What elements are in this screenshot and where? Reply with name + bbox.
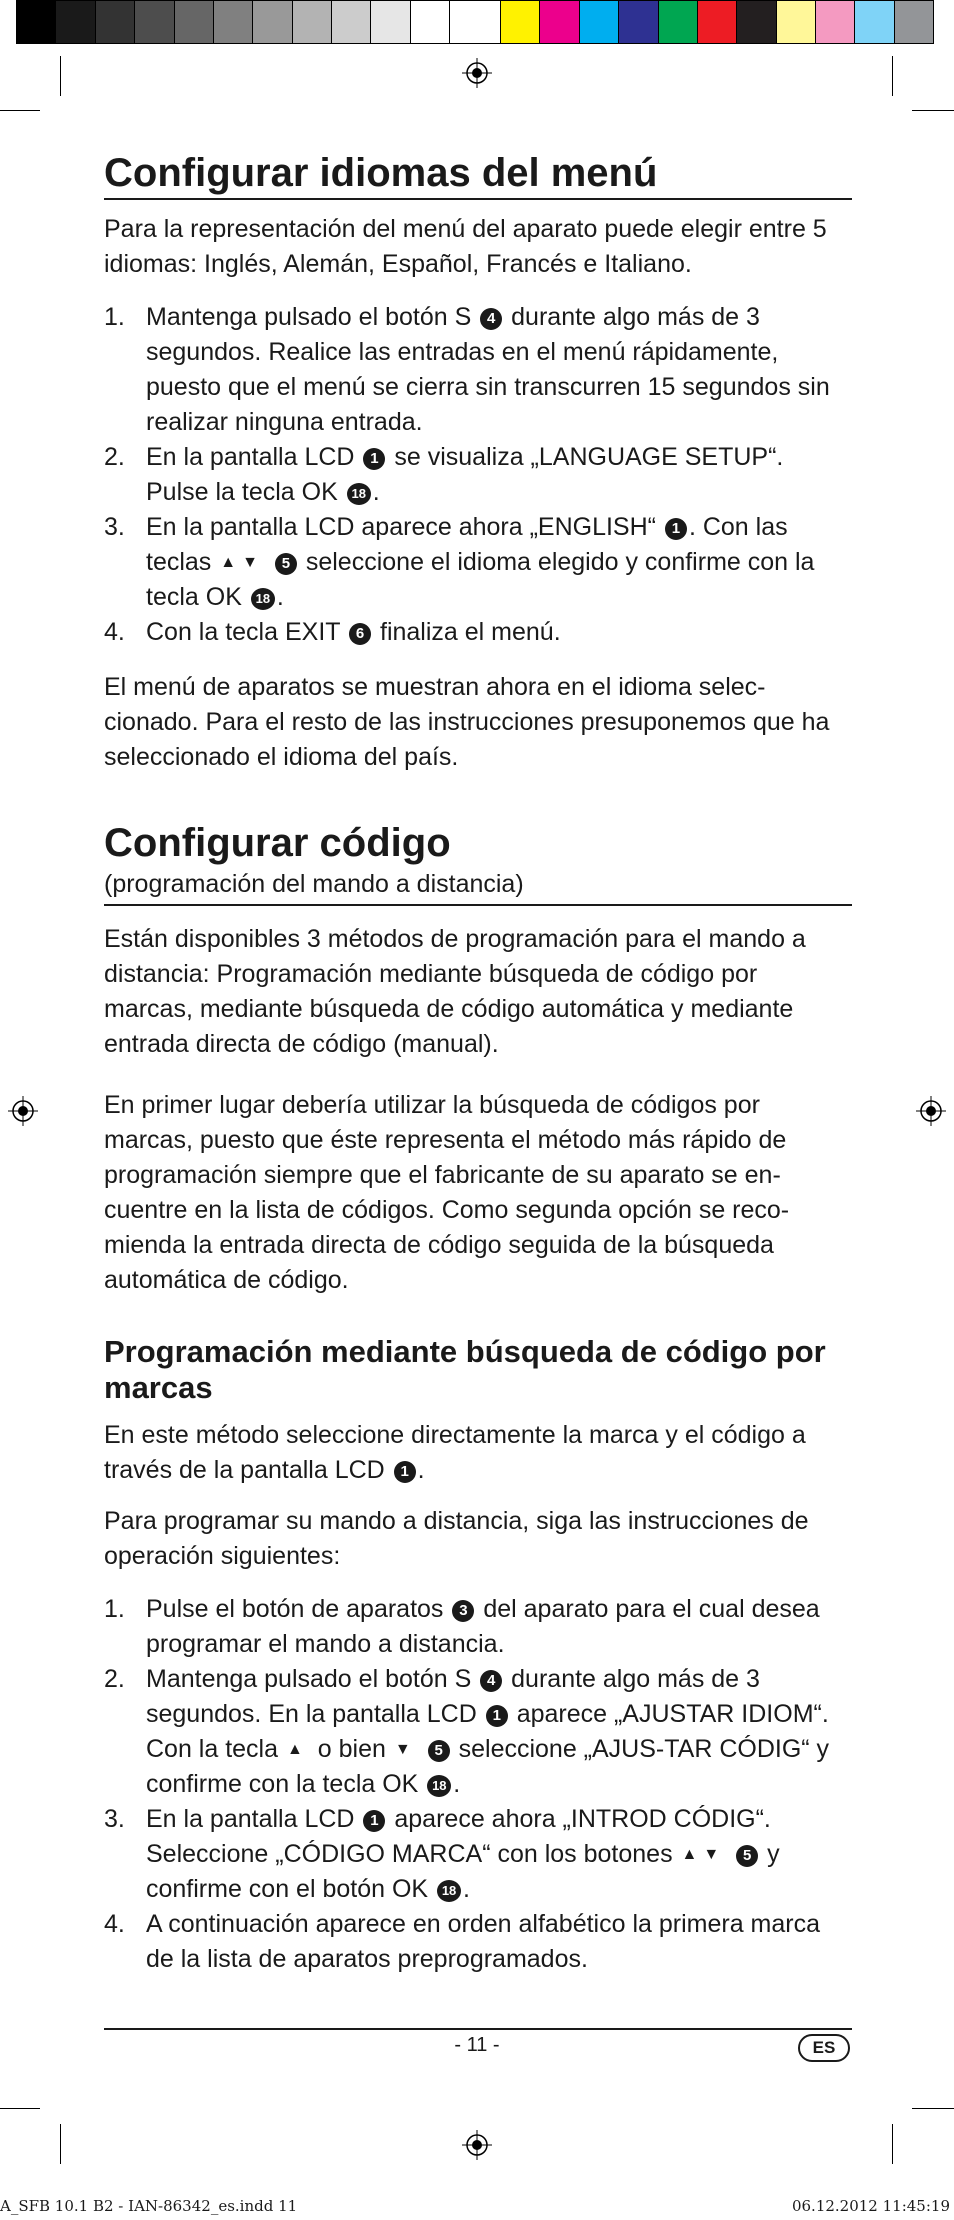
color-swatch bbox=[56, 1, 95, 43]
color-swatch bbox=[698, 1, 737, 43]
up-down-arrows-icon: ▲▼ bbox=[681, 1846, 726, 1863]
section1-steps bbox=[104, 300, 852, 650]
color-swatch bbox=[659, 1, 698, 43]
registration-mark-icon bbox=[8, 1096, 38, 1126]
color-swatch bbox=[214, 1, 253, 43]
list-item: 3. En la pantalla LCD aparece ahora „ENGLISH“ 1 . Con las teclas ▲▼ 5 seleccione el idioma elegido y confirme con la tecla OK 18 . bbox=[104, 513, 815, 611]
date-slug: 06.12.2012 11:45:19 bbox=[791, 2197, 950, 2215]
crop-mark bbox=[60, 2124, 61, 2164]
ref-number-icon: 3 bbox=[452, 1600, 474, 1622]
down-arrow-icon: ▼ bbox=[394, 1741, 417, 1758]
crop-mark bbox=[0, 110, 40, 111]
list-item: 2. En la pantalla LCD 1 se visualiza „LANGUAGE SETUP“. Pulse la tecla OK 18 . bbox=[104, 443, 784, 506]
section2-paragraph-2: En primer lugar debería utilizar la búsqueda de códigos por marcas, puesto que éste representa el método más rápido de programación siempre que el fabricante de su aparato se en-cuentre en la lista de códigos. Como segunda opción se reco-mienda la entrada directa de código seguida de la búsqueda automática de código. bbox=[104, 1091, 790, 1294]
crop-mark bbox=[912, 110, 954, 111]
ref-number-icon: 6 bbox=[349, 623, 371, 645]
color-swatch bbox=[855, 1, 894, 43]
color-swatch bbox=[895, 1, 933, 43]
section2-subtitle: (programación del mando a distancia) bbox=[104, 868, 852, 906]
list-item: 1. Pulse el botón de aparatos 3 del aparato para el cual desea programar el mando a distancia. bbox=[104, 1595, 820, 1658]
section3-paragraph-2: Para programar su mando a distancia, siga las instrucciones de operación siguientes: bbox=[104, 1507, 809, 1570]
color-swatch bbox=[411, 1, 450, 43]
crop-mark bbox=[0, 2108, 40, 2109]
footer-divider bbox=[104, 2028, 852, 2030]
color-swatch bbox=[293, 1, 332, 43]
color-swatch bbox=[737, 1, 776, 43]
ref-number-icon: 4 bbox=[480, 1670, 502, 1692]
ref-number-icon: 18 bbox=[437, 1880, 461, 1902]
section-title-menu-languages: Configurar idiomas del menú bbox=[104, 148, 852, 200]
crop-mark bbox=[912, 2108, 954, 2109]
ref-number-icon: 5 bbox=[736, 1845, 758, 1867]
color-swatch bbox=[175, 1, 214, 43]
ref-number-icon: 5 bbox=[275, 553, 297, 575]
ref-number-icon: 1 bbox=[363, 1810, 385, 1832]
registration-mark-icon bbox=[462, 2130, 492, 2160]
list-item: 4. Con la tecla EXIT 6 finaliza el menú. bbox=[104, 618, 561, 646]
up-arrow-icon: ▲ bbox=[286, 1741, 309, 1758]
color-bar-gap bbox=[450, 1, 501, 43]
ref-number-icon: 1 bbox=[394, 1461, 416, 1483]
page-number: - 11 - bbox=[454, 2034, 500, 2056]
crop-mark bbox=[892, 2124, 893, 2164]
color-swatch bbox=[777, 1, 816, 43]
registration-mark-icon bbox=[916, 1096, 946, 1126]
crop-mark bbox=[892, 56, 893, 96]
section-title-brand-code-search: Programación mediante búsqueda de código por marcas bbox=[104, 1334, 826, 1405]
ref-number-icon: 5 bbox=[428, 1740, 450, 1762]
color-swatch bbox=[501, 1, 540, 43]
up-down-arrows-icon: ▲▼ bbox=[220, 554, 264, 571]
section1-intro: Para la representación del menú del aparato puede elegir entre 5 idiomas: Inglés, Alemán, Español, Francés e Italiano. bbox=[104, 215, 827, 278]
color-swatch bbox=[816, 1, 855, 43]
color-swatch bbox=[580, 1, 619, 43]
color-swatch bbox=[332, 1, 371, 43]
print-color-bar bbox=[16, 0, 934, 44]
list-item: 3. En la pantalla LCD 1 aparece ahora „INTROD CÓDIG“. Seleccione „CÓDIGO MARCA“ con los botones ▲▼ 5 y confirme con el botón OK 18 . bbox=[104, 1805, 780, 1903]
section2-paragraph-1: Están disponibles 3 métodos de programación para el mando a distancia: Programación mediante búsqueda de código por marcas, mediante búsqueda de código automática y mediante entrada directa de código (manual). bbox=[104, 925, 806, 1058]
color-swatch bbox=[540, 1, 579, 43]
crop-mark bbox=[60, 56, 61, 96]
registration-mark-icon bbox=[462, 58, 492, 88]
ref-number-icon: 18 bbox=[427, 1775, 451, 1797]
list-item: 1. Mantenga pulsado el botón S 4 durante algo más de 3 segundos. Realice las entradas en el menú rápidamente, puesto que el menú se cierra sin transcurren 15 segundos sin realizar ninguna entrada. bbox=[104, 303, 830, 436]
color-swatch bbox=[253, 1, 292, 43]
section3-steps bbox=[104, 1592, 852, 1977]
ref-number-icon: 1 bbox=[486, 1705, 508, 1727]
list-item: 4. A continuación aparece en orden alfabético la primera marca de la lista de aparatos preprogramados. bbox=[104, 1910, 821, 1973]
ref-number-icon: 1 bbox=[363, 448, 385, 470]
ref-number-icon: 18 bbox=[251, 588, 275, 610]
color-swatch bbox=[96, 1, 135, 43]
color-swatch bbox=[371, 1, 410, 43]
color-swatch bbox=[17, 1, 56, 43]
language-badge: ES bbox=[798, 2034, 850, 2062]
section3-paragraph-1: En este método seleccione directamente la marca y el código a través de la pantalla LCD 1 . bbox=[104, 1421, 806, 1484]
ref-number-icon: 18 bbox=[347, 483, 371, 505]
section1-outro: El menú de aparatos se muestran ahora en el idioma selec-cionado. Para el resto de las instrucciones presuponemos que ha seleccionado el idioma del país. bbox=[104, 673, 830, 771]
color-swatch bbox=[619, 1, 658, 43]
section-title-configure-code: Configurar código bbox=[104, 821, 451, 865]
color-swatch bbox=[135, 1, 174, 43]
file-slug: A_SFB 10.1 B2 - IAN-86342_es.indd 11 bbox=[0, 2197, 298, 2215]
ref-number-icon: 1 bbox=[665, 518, 687, 540]
list-item: 2. Mantenga pulsado el botón S 4 durante algo más de 3 segundos. En la pantalla LCD 1 aparece „AJUSTAR IDIOM“. Con la tecla ▲ o bien ▼ 5 seleccione „AJUS-TAR CÓDIG“ y confirme con la tecla OK 18 . bbox=[104, 1665, 830, 1798]
ref-number-icon: 4 bbox=[480, 308, 502, 330]
